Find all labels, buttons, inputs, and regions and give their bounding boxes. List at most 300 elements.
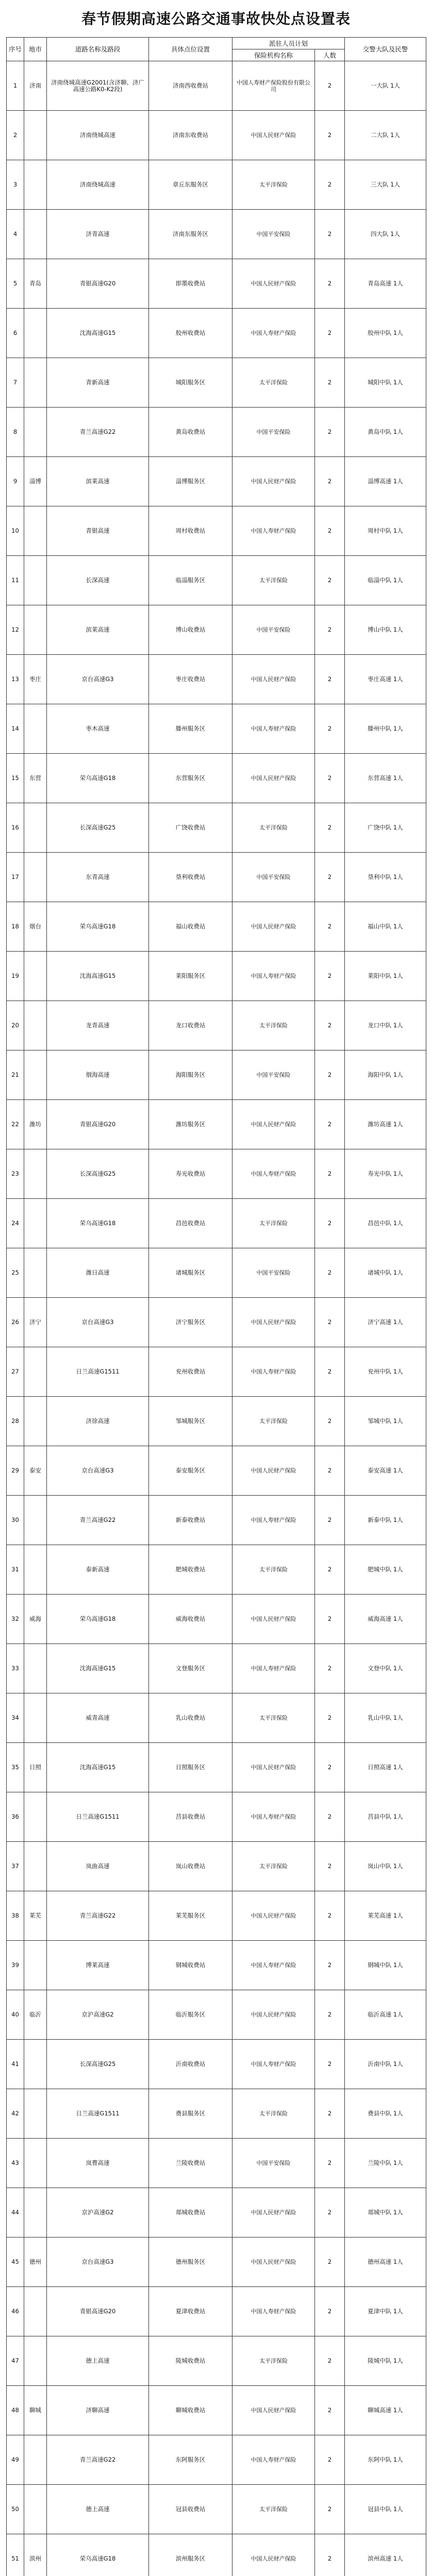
row-location: 广饶收费站 xyxy=(149,803,232,853)
table-row xyxy=(7,853,426,902)
row-road: 京台高速G3 xyxy=(47,1446,149,1496)
table-row xyxy=(7,1941,426,1990)
row-location: 兰陵收费站 xyxy=(149,2139,232,2188)
table-row xyxy=(7,61,426,111)
row-location: 济南东服务区 xyxy=(149,210,232,259)
table-row xyxy=(7,2435,426,2485)
row-city: 临沂 xyxy=(24,1990,47,2040)
row-insurer: 中国人民财产保险 xyxy=(232,1891,315,1941)
row-city xyxy=(24,704,47,754)
row-city xyxy=(24,952,47,1001)
row-people: 2 xyxy=(315,1298,345,1347)
row-city xyxy=(24,1792,47,1842)
row-city xyxy=(24,1050,47,1100)
table-row xyxy=(7,2089,426,2139)
row-location: 莱芜服务区 xyxy=(149,1891,232,1941)
row-number: 44 xyxy=(7,2188,24,2238)
row-insurer: 太平洋保险 xyxy=(232,1842,315,1891)
row-road: 长深高速G25 xyxy=(47,803,149,853)
table-row xyxy=(7,1001,426,1050)
row-police: 邹城中队 1人 xyxy=(345,1397,426,1446)
row-location: 钢城收费站 xyxy=(149,1941,232,1990)
row-road: 济南绕城高速 xyxy=(47,111,149,160)
row-people: 2 xyxy=(315,1792,345,1842)
row-road: 德上高速 xyxy=(47,2485,149,2534)
row-police: 寿光中队 1人 xyxy=(345,1149,426,1199)
row-location: 昌邑收费站 xyxy=(149,1199,232,1248)
row-number: 32 xyxy=(7,1595,24,1644)
row-road: 日兰高速G1511 xyxy=(47,2089,149,2139)
row-road: 岚曹高速 xyxy=(47,2139,149,2188)
row-police: 龙口中队 1人 xyxy=(345,1001,426,1050)
row-road: 岚曲高速 xyxy=(47,1842,149,1891)
table-row xyxy=(7,605,426,655)
row-road: 荣乌高速G18 xyxy=(47,1199,149,1248)
row-city: 东营 xyxy=(24,754,47,803)
row-city: 烟台 xyxy=(24,902,47,952)
row-number: 2 xyxy=(7,111,24,160)
row-location: 郯城收费站 xyxy=(149,2188,232,2238)
table-row xyxy=(7,1050,426,1100)
row-insurer: 中国人寿财产保险股份有限公司 xyxy=(232,61,315,111)
row-location: 潍坊服务区 xyxy=(149,1100,232,1149)
row-road: 长深高速G25 xyxy=(47,1149,149,1199)
table-row xyxy=(7,1248,426,1298)
row-location: 邹城服务区 xyxy=(149,1397,232,1446)
row-location: 城阳服务区 xyxy=(149,358,232,408)
row-number: 33 xyxy=(7,1644,24,1693)
row-number: 24 xyxy=(7,1199,24,1248)
row-location: 济宁服务区 xyxy=(149,1298,232,1347)
row-police: 海阳中队 1人 xyxy=(345,1050,426,1100)
row-city xyxy=(24,2287,47,2336)
row-number: 19 xyxy=(7,952,24,1001)
row-city xyxy=(24,160,47,210)
row-number: 36 xyxy=(7,1792,24,1842)
row-city: 青岛 xyxy=(24,259,47,309)
row-city xyxy=(24,1248,47,1298)
row-city xyxy=(24,2139,47,2188)
table-row xyxy=(7,1842,426,1891)
row-insurer: 中国人民财产保险 xyxy=(232,2238,315,2287)
row-insurer: 中国人寿财产保险 xyxy=(232,1941,315,1990)
header-insurer: 保险机构名称 xyxy=(232,49,315,61)
page-title: 春节假期高速公路交通事故快处点设置表 xyxy=(81,10,351,27)
row-police: 莱阳中队 1人 xyxy=(345,952,426,1001)
row-people: 2 xyxy=(315,160,345,210)
row-number: 42 xyxy=(7,2089,24,2139)
row-city: 淄博 xyxy=(24,457,47,506)
row-city xyxy=(24,2188,47,2238)
row-people: 2 xyxy=(315,457,345,506)
row-people: 2 xyxy=(315,1545,345,1595)
row-people: 2 xyxy=(315,1100,345,1149)
row-number: 18 xyxy=(7,902,24,952)
table-row xyxy=(7,1347,426,1397)
row-insurer: 中国人民财产保险 xyxy=(232,655,315,704)
row-city xyxy=(24,111,47,160)
row-city xyxy=(24,2336,47,2386)
row-road: 济徐高速 xyxy=(47,1397,149,1446)
row-number: 25 xyxy=(7,1248,24,1298)
row-road: 京台高速G3 xyxy=(47,2238,149,2287)
row-location: 东营服务区 xyxy=(149,754,232,803)
table-row xyxy=(7,556,426,605)
row-people: 2 xyxy=(315,2534,345,2576)
row-road: 沈海高速G15 xyxy=(47,1644,149,1693)
row-location: 新泰收费站 xyxy=(149,1496,232,1545)
row-insurer: 中国人民财产保险 xyxy=(232,2386,315,2435)
row-city xyxy=(24,309,47,358)
row-police: 滨州高速 1人 xyxy=(345,2534,426,2576)
table-row xyxy=(7,754,426,803)
row-insurer: 太平洋保险 xyxy=(232,2336,315,2386)
row-number: 8 xyxy=(7,408,24,457)
checkpoint-table xyxy=(6,37,426,2576)
row-people: 2 xyxy=(315,1248,345,1298)
row-road: 博莱高速 xyxy=(47,1941,149,1990)
row-city xyxy=(24,1941,47,1990)
row-city xyxy=(24,358,47,408)
row-police: 垦利中队 1人 xyxy=(345,853,426,902)
row-location: 泰安服务区 xyxy=(149,1446,232,1496)
row-people: 2 xyxy=(315,210,345,259)
row-city: 济宁 xyxy=(24,1298,47,1347)
row-people: 2 xyxy=(315,1050,345,1100)
row-insurer: 中国人民财产保险 xyxy=(232,259,315,309)
row-people: 2 xyxy=(315,754,345,803)
table-row xyxy=(7,2238,426,2287)
row-police: 聊城高速 1人 xyxy=(345,2386,426,2435)
row-police: 滕州中队 1人 xyxy=(345,704,426,754)
row-insurer: 太平洋保险 xyxy=(232,556,315,605)
row-road: 青银高速G20 xyxy=(47,2287,149,2336)
row-number: 12 xyxy=(7,605,24,655)
row-road: 京沪高速G2 xyxy=(47,1990,149,2040)
row-police: 威海高速 1人 xyxy=(345,1595,426,1644)
row-police: 博山中队 1人 xyxy=(345,605,426,655)
row-people: 2 xyxy=(315,2287,345,2336)
row-road: 东青高速 xyxy=(47,853,149,902)
row-police: 兖州中队 1人 xyxy=(345,1347,426,1397)
row-road: 京台高速G3 xyxy=(47,655,149,704)
row-location: 德州服务区 xyxy=(149,2238,232,2287)
row-city: 济南 xyxy=(24,61,47,111)
table-row xyxy=(7,358,426,408)
row-location: 博山收费站 xyxy=(149,605,232,655)
row-insurer: 中国人民财产保险 xyxy=(232,1298,315,1347)
table-row xyxy=(7,1891,426,1941)
row-city xyxy=(24,2485,47,2534)
row-location: 龙口收费站 xyxy=(149,1001,232,1050)
row-insurer: 太平洋保险 xyxy=(232,1693,315,1743)
row-road: 日兰高速G1511 xyxy=(47,1347,149,1397)
row-people: 2 xyxy=(315,1842,345,1891)
row-insurer: 太平洋保险 xyxy=(232,1001,315,1050)
row-police: 文登中队 1人 xyxy=(345,1644,426,1693)
row-people: 2 xyxy=(315,309,345,358)
row-location: 费县服务区 xyxy=(149,2089,232,2139)
row-city xyxy=(24,2040,47,2089)
row-road: 威青高速 xyxy=(47,1693,149,1743)
row-insurer: 中国人民财产保险 xyxy=(232,1100,315,1149)
row-location: 威海收费站 xyxy=(149,1595,232,1644)
header-no: 序号 xyxy=(7,38,24,61)
table-row xyxy=(7,1298,426,1347)
row-road: 日兰高速G1511 xyxy=(47,1792,149,1842)
row-location: 陵城收费站 xyxy=(149,2336,232,2386)
row-number: 47 xyxy=(7,2336,24,2386)
table-row xyxy=(7,1743,426,1792)
row-insurer: 中国平安保险 xyxy=(232,605,315,655)
row-police: 泰安高速 1人 xyxy=(345,1446,426,1496)
row-police: 岚山中队 1人 xyxy=(345,1842,426,1891)
row-insurer: 中国人民财产保险 xyxy=(232,754,315,803)
row-road: 京沪高速G2 xyxy=(47,2188,149,2238)
row-police: 城阳中队 1人 xyxy=(345,358,426,408)
row-location: 海阳服务区 xyxy=(149,1050,232,1100)
row-police: 三大队 1人 xyxy=(345,160,426,210)
row-location: 岚山收费站 xyxy=(149,1842,232,1891)
row-police: 二大队 1人 xyxy=(345,111,426,160)
row-police: 诸城中队 1人 xyxy=(345,1248,426,1298)
row-people: 2 xyxy=(315,556,345,605)
table-row xyxy=(7,1446,426,1496)
row-police: 潍坊高速 1人 xyxy=(345,1100,426,1149)
row-number: 22 xyxy=(7,1100,24,1149)
row-police: 兰陵中队 1人 xyxy=(345,2139,426,2188)
row-insurer: 中国平安保险 xyxy=(232,1248,315,1298)
row-number: 7 xyxy=(7,358,24,408)
row-number: 14 xyxy=(7,704,24,754)
row-police: 钢城中队 1人 xyxy=(345,1941,426,1990)
row-number: 4 xyxy=(7,210,24,259)
row-insurer: 中国平安保险 xyxy=(232,210,315,259)
row-location: 即墨收费站 xyxy=(149,259,232,309)
row-number: 16 xyxy=(7,803,24,853)
row-location: 黄岛收费站 xyxy=(149,408,232,457)
row-insurer: 中国人寿财产保险 xyxy=(232,1792,315,1842)
row-insurer: 中国人寿财产保险 xyxy=(232,2287,315,2336)
row-road: 滨莱高速 xyxy=(47,605,149,655)
row-road: 长深高速G25 xyxy=(47,2040,149,2089)
row-insurer: 中国人寿财产保险 xyxy=(232,1644,315,1693)
row-location: 胶州收费站 xyxy=(149,309,232,358)
row-police: 莒县中队 1人 xyxy=(345,1792,426,1842)
row-insurer: 中国人寿财产保险 xyxy=(232,952,315,1001)
row-people: 2 xyxy=(315,408,345,457)
row-city: 泰安 xyxy=(24,1446,47,1496)
row-people: 2 xyxy=(315,2485,345,2534)
row-city xyxy=(24,1545,47,1595)
row-road: 济南绕城高速G2001(含济聊、济广高速公路K0-K2段) xyxy=(47,61,149,111)
row-number: 37 xyxy=(7,1842,24,1891)
row-city xyxy=(24,1644,47,1693)
row-road: 泰新高速 xyxy=(47,1545,149,1595)
header-road: 道路名称及路段 xyxy=(47,38,149,61)
row-people: 2 xyxy=(315,1693,345,1743)
row-number: 49 xyxy=(7,2435,24,2485)
table-row xyxy=(7,1644,426,1693)
row-location: 垦利收费站 xyxy=(149,853,232,902)
row-city xyxy=(24,408,47,457)
row-number: 29 xyxy=(7,1446,24,1496)
row-road: 青兰高速G22 xyxy=(47,2435,149,2485)
row-number: 50 xyxy=(7,2485,24,2534)
row-location: 东阿服务区 xyxy=(149,2435,232,2485)
row-location: 临淄服务区 xyxy=(149,556,232,605)
header-location: 具体点位设置 xyxy=(149,38,232,61)
row-number: 6 xyxy=(7,309,24,358)
table-row xyxy=(7,902,426,952)
row-number: 17 xyxy=(7,853,24,902)
row-location: 福山收费站 xyxy=(149,902,232,952)
row-people: 2 xyxy=(315,2435,345,2485)
row-police: 昌邑中队 1人 xyxy=(345,1199,426,1248)
table-row xyxy=(7,457,426,506)
row-number: 34 xyxy=(7,1693,24,1743)
row-number: 10 xyxy=(7,506,24,556)
table-row xyxy=(7,1100,426,1149)
row-insurer: 中国平安保险 xyxy=(232,2139,315,2188)
row-police: 四大队 1人 xyxy=(345,210,426,259)
row-road: 青银高速 xyxy=(47,506,149,556)
row-people: 2 xyxy=(315,2188,345,2238)
row-city xyxy=(24,1496,47,1545)
row-number: 41 xyxy=(7,2040,24,2089)
row-city xyxy=(24,1149,47,1199)
row-number: 38 xyxy=(7,1891,24,1941)
row-city: 聊城 xyxy=(24,2386,47,2435)
row-road: 荣乌高速G18 xyxy=(47,902,149,952)
table-row xyxy=(7,2534,426,2576)
row-number: 45 xyxy=(7,2238,24,2287)
row-location: 冠县收费站 xyxy=(149,2485,232,2534)
row-people: 2 xyxy=(315,2386,345,2435)
header-city: 地市 xyxy=(24,38,47,61)
row-number: 28 xyxy=(7,1397,24,1446)
row-road: 青新高速 xyxy=(47,358,149,408)
row-number: 51 xyxy=(7,2534,24,2576)
row-road: 荣乌高速G18 xyxy=(47,2534,149,2576)
row-location: 聊城收费站 xyxy=(149,2386,232,2435)
row-number: 31 xyxy=(7,1545,24,1595)
row-people: 2 xyxy=(315,2089,345,2139)
table-row xyxy=(7,2386,426,2435)
row-police: 新泰中队 1人 xyxy=(345,1496,426,1545)
row-city xyxy=(24,1001,47,1050)
row-location: 莱阳服务区 xyxy=(149,952,232,1001)
table-row xyxy=(7,309,426,358)
row-road: 济聊高速 xyxy=(47,2386,149,2435)
row-location: 滨州服务区 xyxy=(149,2534,232,2576)
row-road: 青兰高速G22 xyxy=(47,408,149,457)
row-police: 青岛高速 1人 xyxy=(345,259,426,309)
row-people: 2 xyxy=(315,952,345,1001)
row-road: 沈海高速G15 xyxy=(47,309,149,358)
row-police: 临沂高速 1人 xyxy=(345,1990,426,2040)
table-row xyxy=(7,1595,426,1644)
table-row xyxy=(7,1545,426,1595)
row-insurer: 太平洋保险 xyxy=(232,2089,315,2139)
row-number: 15 xyxy=(7,754,24,803)
row-people: 2 xyxy=(315,2040,345,2089)
row-insurer: 太平洋保险 xyxy=(232,803,315,853)
row-number: 39 xyxy=(7,1941,24,1990)
row-location: 文登服务区 xyxy=(149,1644,232,1693)
row-people: 2 xyxy=(315,111,345,160)
row-location: 济南东收费站 xyxy=(149,111,232,160)
row-insurer: 中国人寿财产保险 xyxy=(232,1347,315,1397)
row-people: 2 xyxy=(315,1990,345,2040)
row-insurer: 中国人寿财产保险 xyxy=(232,2435,315,2485)
table-row xyxy=(7,1496,426,1545)
row-number: 13 xyxy=(7,655,24,704)
row-people: 2 xyxy=(315,1001,345,1050)
table-row xyxy=(7,1149,426,1199)
row-people: 2 xyxy=(315,2336,345,2386)
row-number: 46 xyxy=(7,2287,24,2336)
row-number: 23 xyxy=(7,1149,24,1199)
header-police: 交警大队及民警 xyxy=(345,38,426,61)
row-city xyxy=(24,1693,47,1743)
row-road: 龙青高速 xyxy=(47,1001,149,1050)
table-row xyxy=(7,2188,426,2238)
row-police: 广饶中队 1人 xyxy=(345,803,426,853)
row-road: 枣木高速 xyxy=(47,704,149,754)
row-city: 日照 xyxy=(24,1743,47,1792)
row-insurer: 中国人民财产保险 xyxy=(232,1743,315,1792)
row-people: 2 xyxy=(315,655,345,704)
table-row xyxy=(7,210,426,259)
row-city: 德州 xyxy=(24,2238,47,2287)
row-insurer: 中国人民财产保险 xyxy=(232,457,315,506)
row-people: 2 xyxy=(315,1595,345,1644)
row-people: 2 xyxy=(315,1397,345,1446)
row-city xyxy=(24,853,47,902)
row-road: 沈海高速G15 xyxy=(47,952,149,1001)
row-road: 烟海高速 xyxy=(47,1050,149,1100)
row-insurer: 中国平安保险 xyxy=(232,1050,315,1100)
row-people: 2 xyxy=(315,1347,345,1397)
row-city xyxy=(24,1397,47,1446)
row-people: 2 xyxy=(315,1199,345,1248)
table-row xyxy=(7,2139,426,2188)
row-number: 3 xyxy=(7,160,24,210)
row-insurer: 中国平安保险 xyxy=(232,853,315,902)
row-people: 2 xyxy=(315,358,345,408)
row-location: 乳山收费站 xyxy=(149,1693,232,1743)
header-people: 人数 xyxy=(315,49,345,61)
row-people: 2 xyxy=(315,259,345,309)
row-police: 东阿中队 1人 xyxy=(345,2435,426,2485)
row-people: 2 xyxy=(315,1644,345,1693)
row-location: 诸城服务区 xyxy=(149,1248,232,1298)
table-row xyxy=(7,160,426,210)
row-location: 济南西收费站 xyxy=(149,61,232,111)
row-people: 2 xyxy=(315,1941,345,1990)
row-number: 48 xyxy=(7,2386,24,2435)
row-insurer: 中国人寿财产保险 xyxy=(232,2040,315,2089)
row-number: 40 xyxy=(7,1990,24,2040)
row-people: 2 xyxy=(315,506,345,556)
row-police: 陵城中队 1人 xyxy=(345,2336,426,2386)
row-people: 2 xyxy=(315,1446,345,1496)
table-row xyxy=(7,1199,426,1248)
row-police: 黄岛中队 1人 xyxy=(345,408,426,457)
row-road: 青银高速G20 xyxy=(47,259,149,309)
row-road: 德上高速 xyxy=(47,2336,149,2386)
